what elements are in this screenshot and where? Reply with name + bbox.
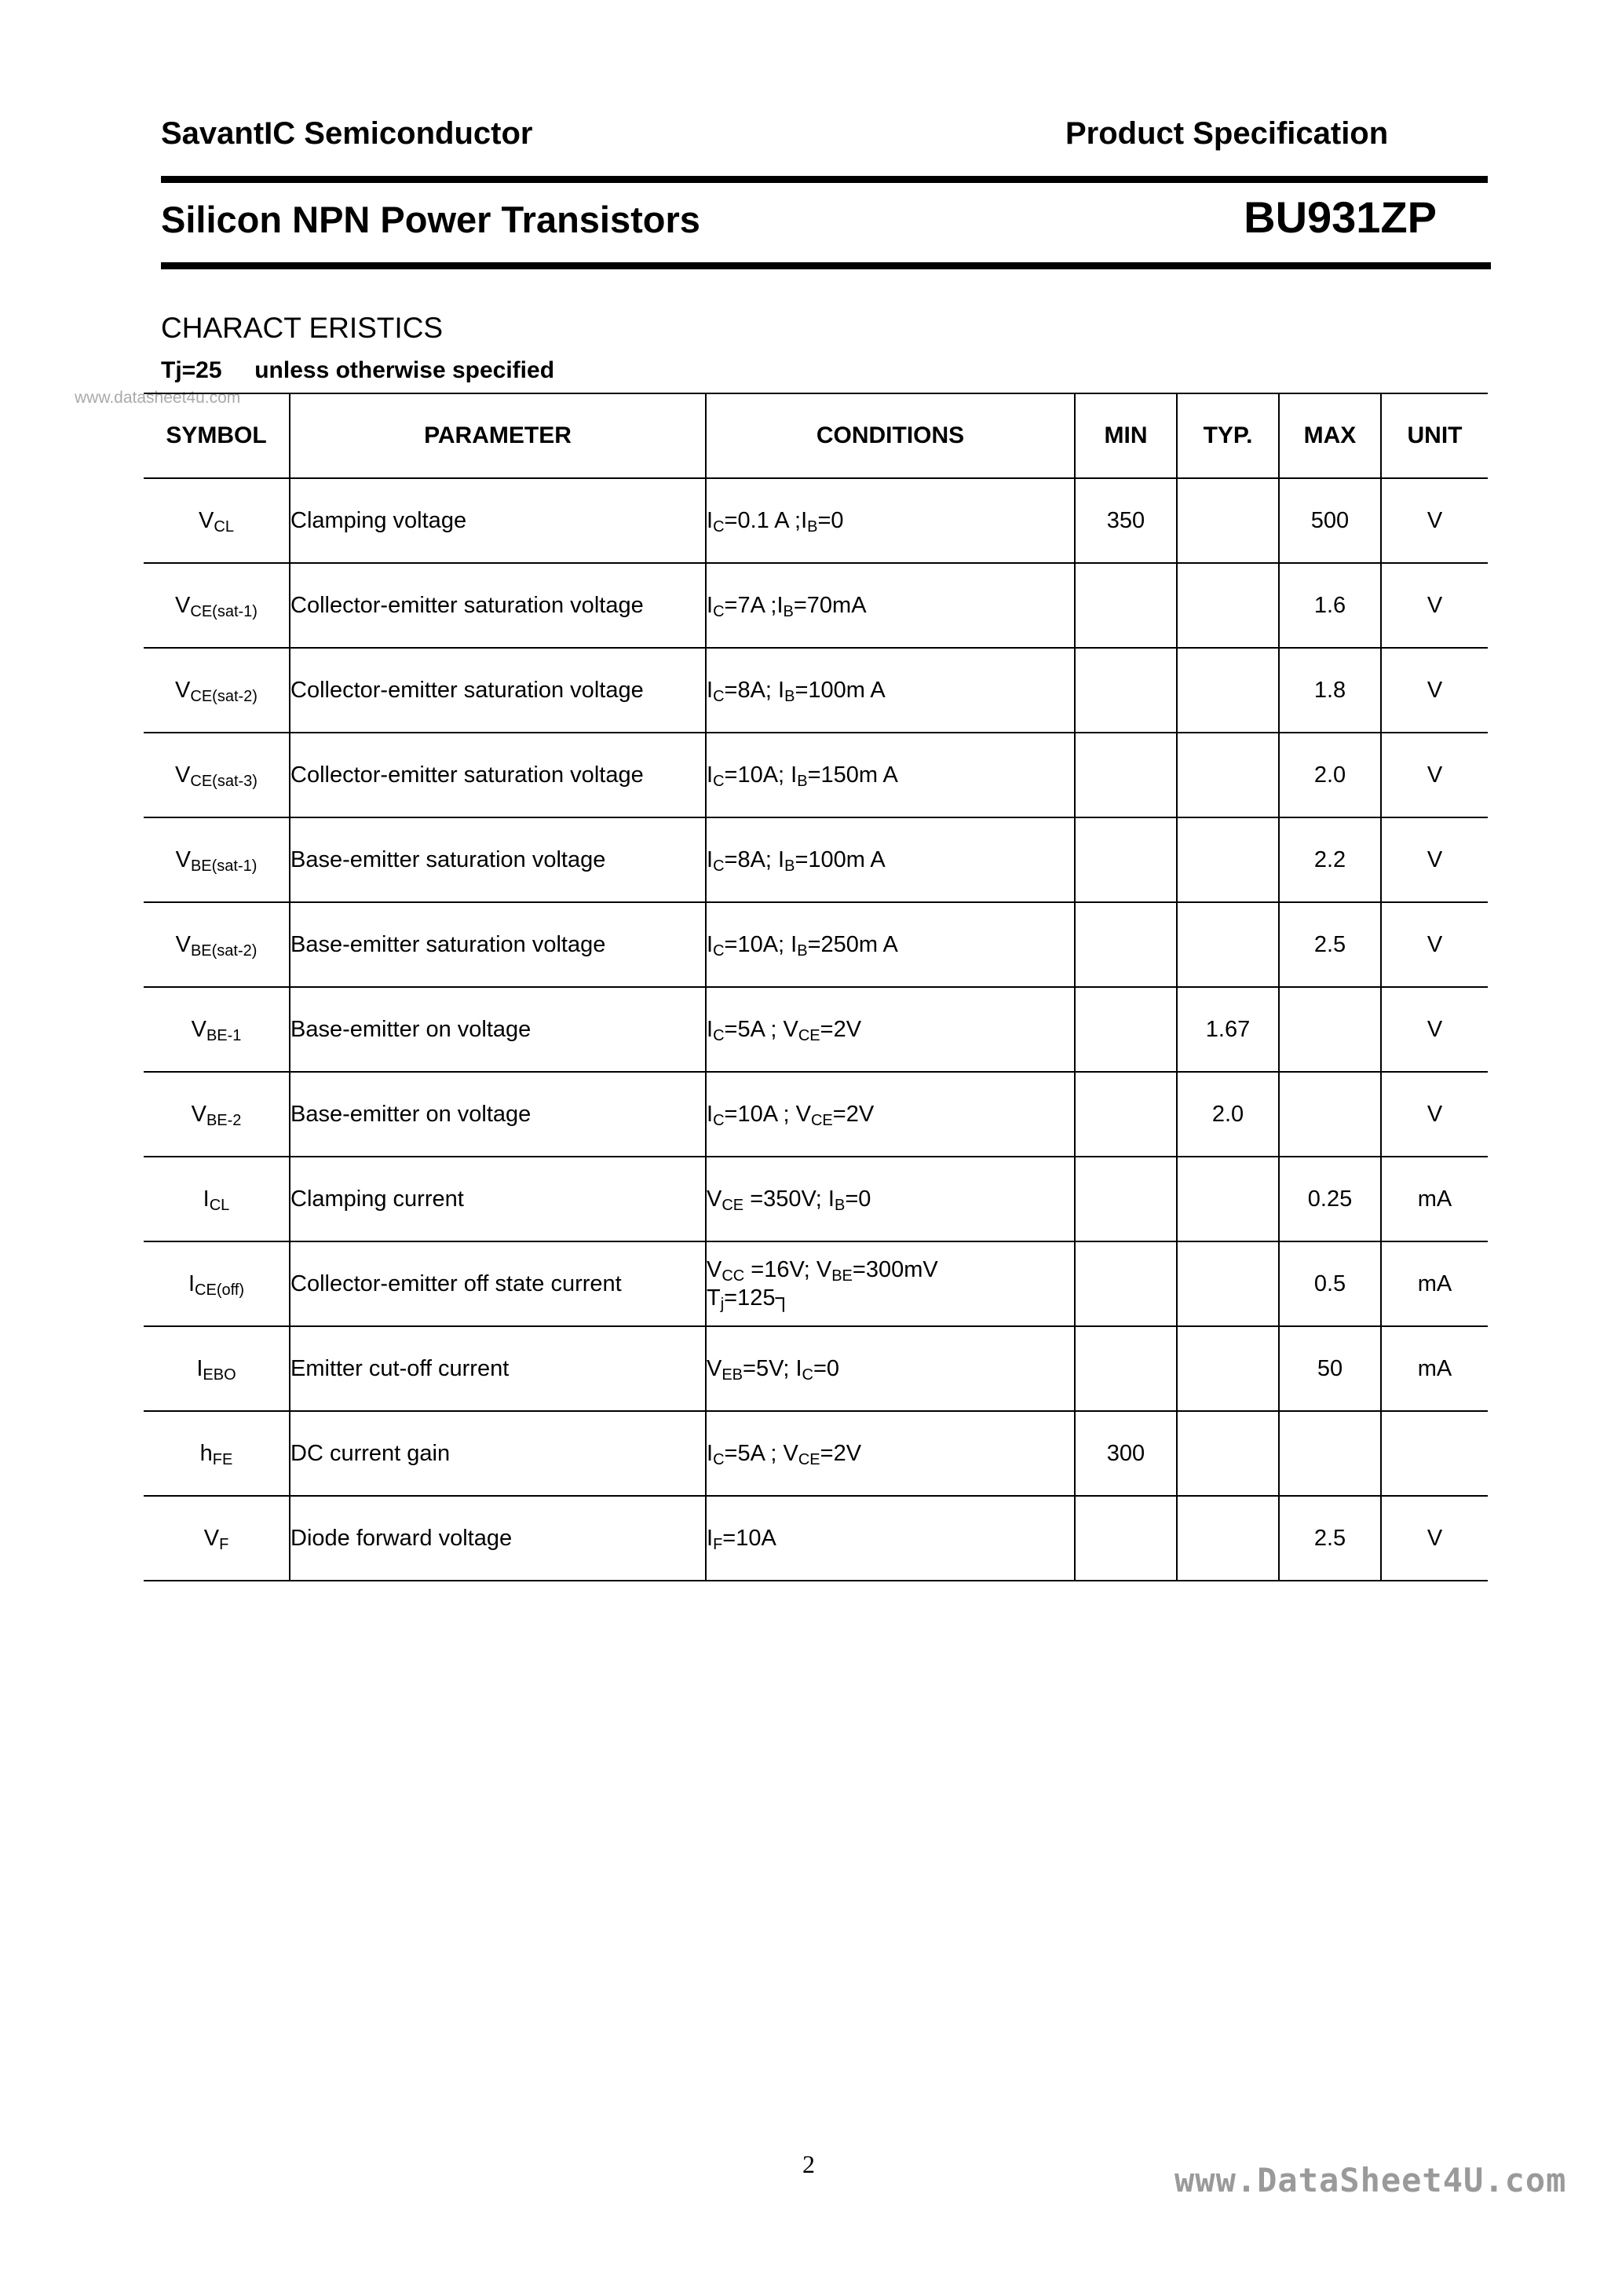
condition-value: =16V; <box>744 1257 816 1282</box>
cell-conditions <box>706 817 1075 902</box>
condition-var: I <box>707 507 714 533</box>
cell-min <box>1075 902 1177 987</box>
header-rule-bottom <box>161 262 1491 269</box>
condition-value: =0 <box>845 1186 871 1212</box>
cell-symbol <box>144 817 290 902</box>
cell-min: 300 <box>1075 1411 1177 1496</box>
table-row <box>144 1496 1488 1581</box>
condition-subscript: B <box>783 602 794 620</box>
cell-conditions <box>706 1072 1075 1157</box>
table-row <box>144 563 1488 648</box>
table-row <box>144 478 1488 563</box>
cell-max <box>1279 987 1381 1072</box>
cell-typ <box>1177 1411 1279 1496</box>
condition-subscript: C <box>713 1026 725 1044</box>
condition-subscript: C <box>713 687 725 705</box>
cell-conditions <box>706 1411 1075 1496</box>
condition-subscript: j <box>720 1296 725 1313</box>
symbol-letter: V <box>175 677 191 703</box>
condition-value: =2V <box>820 1016 862 1042</box>
cell-parameter: Collector-emitter saturation voltage <box>290 733 706 817</box>
cell-typ <box>1177 478 1279 563</box>
characteristics-table <box>144 393 1488 1581</box>
cell-min <box>1075 1241 1177 1326</box>
condition-var: V <box>707 1257 722 1282</box>
cell-parameter: Clamping current <box>290 1157 706 1241</box>
cell-unit: V <box>1381 902 1488 987</box>
condition-var: V <box>795 1101 811 1127</box>
condition-var: T <box>707 1285 721 1311</box>
condition-var: I <box>707 931 714 957</box>
company-name: SavantIC Semiconductor <box>161 116 533 151</box>
symbol-subscript: FE <box>212 1450 233 1468</box>
cell-parameter: Collector-emitter saturation voltage <box>290 563 706 648</box>
cell-unit: mA <box>1381 1241 1488 1326</box>
table-row <box>144 817 1488 902</box>
symbol-subscript: EBO <box>203 1366 236 1384</box>
table-row <box>144 1072 1488 1157</box>
condition-value: =10A <box>722 1525 776 1551</box>
symbol-subscript: CL <box>214 517 234 536</box>
condition-subscript: B <box>784 687 795 705</box>
symbol-letter: V <box>175 931 191 957</box>
cell-conditions <box>706 478 1075 563</box>
condition-var: I <box>791 931 798 957</box>
cell-unit: mA <box>1381 1326 1488 1411</box>
condition-subscript: F <box>713 1535 723 1553</box>
table-row <box>144 733 1488 817</box>
cell-symbol <box>144 1157 290 1241</box>
condition-subscript: CE <box>798 1450 820 1468</box>
cell-typ: 2.0 <box>1177 1072 1279 1157</box>
condition-subscript: B <box>834 1196 846 1214</box>
symbol-subscript: CE(sat-1) <box>190 602 258 620</box>
col-header-unit: UNIT <box>1381 393 1488 478</box>
cell-parameter: Base-emitter on voltage <box>290 987 706 1072</box>
symbol-subscript: BE(sat-1) <box>190 857 258 875</box>
cell-typ <box>1177 902 1279 987</box>
cell-max <box>1279 1072 1381 1157</box>
cell-conditions <box>706 902 1075 987</box>
cell-max: 2.0 <box>1279 733 1381 817</box>
cell-unit: mA <box>1381 1157 1488 1241</box>
symbol-subscript: CE(sat-2) <box>190 687 258 705</box>
condition-value: =5A ; <box>724 1016 784 1042</box>
cell-conditions <box>706 987 1075 1072</box>
cell-max <box>1279 1411 1381 1496</box>
cell-conditions <box>706 733 1075 817</box>
cell-typ <box>1177 648 1279 733</box>
cell-parameter: Emitter cut-off current <box>290 1326 706 1411</box>
cell-max: 500 <box>1279 478 1381 563</box>
cell-parameter: DC current gain <box>290 1411 706 1496</box>
cell-min: 350 <box>1075 478 1177 563</box>
condition-var: I <box>801 507 808 533</box>
cell-symbol <box>144 733 290 817</box>
cell-symbol <box>144 1072 290 1157</box>
condition-var: I <box>707 1440 714 1466</box>
condition-var: V <box>707 1186 722 1212</box>
cell-max: 0.25 <box>1279 1157 1381 1241</box>
table-row <box>144 1241 1488 1326</box>
watermark-small: www.datasheet4u.com <box>75 389 241 407</box>
condition-var: I <box>795 1355 802 1381</box>
condition-var: V <box>816 1257 832 1282</box>
table-row <box>144 987 1488 1072</box>
cell-min <box>1075 1496 1177 1581</box>
symbol-letter: V <box>191 1101 206 1127</box>
cell-unit: V <box>1381 817 1488 902</box>
cell-max: 2.2 <box>1279 817 1381 902</box>
cell-symbol <box>144 1241 290 1326</box>
condition-value: =10A ; <box>724 1101 796 1127</box>
table-row <box>144 1411 1488 1496</box>
condition-value: =10A; <box>724 931 791 957</box>
cell-min <box>1075 1157 1177 1241</box>
cell-symbol <box>144 1411 290 1496</box>
condition-line-2 <box>707 1284 1074 1312</box>
condition-value: =350V; <box>743 1186 828 1212</box>
symbol-subscript: CL <box>209 1196 230 1214</box>
symbol-subscript: BE(sat-2) <box>190 941 258 960</box>
condition-value: =150m A <box>807 762 898 788</box>
condition-subscript: C <box>713 1450 725 1468</box>
condition-value: =70mA <box>793 592 867 618</box>
condition-value: =125┐ <box>724 1285 792 1311</box>
condition-var: I <box>707 1525 714 1551</box>
cell-parameter: Base-emitter on voltage <box>290 1072 706 1157</box>
section-title: CHARACT ERISTICS <box>161 312 444 344</box>
cell-unit: V <box>1381 733 1488 817</box>
condition-subscript: C <box>713 517 725 536</box>
conditions-note: Tj=25 unless otherwise specified <box>161 357 555 383</box>
cell-typ <box>1177 817 1279 902</box>
cell-unit: V <box>1381 478 1488 563</box>
cell-min <box>1075 817 1177 902</box>
page-title: Silicon NPN Power Transistors <box>161 199 700 240</box>
cell-unit <box>1381 1411 1488 1496</box>
condition-subscript: B <box>807 517 818 536</box>
symbol-letter: I <box>188 1270 195 1296</box>
condition-value: =2V <box>820 1440 862 1466</box>
cell-typ <box>1177 1241 1279 1326</box>
cell-parameter: Base-emitter saturation voltage <box>290 902 706 987</box>
cell-min <box>1075 1326 1177 1411</box>
cell-max: 0.5 <box>1279 1241 1381 1326</box>
condition-var: I <box>707 762 714 788</box>
cell-conditions <box>706 648 1075 733</box>
condition-var: I <box>778 677 785 703</box>
symbol-letter: V <box>175 592 191 618</box>
condition-value: =0.1 A ; <box>724 507 802 533</box>
table-row <box>144 648 1488 733</box>
cell-max: 2.5 <box>1279 902 1381 987</box>
cell-min <box>1075 563 1177 648</box>
condition-var: I <box>707 677 714 703</box>
cell-max: 50 <box>1279 1326 1381 1411</box>
cell-max: 2.5 <box>1279 1496 1381 1581</box>
condition-subscript: C <box>713 1111 725 1129</box>
watermark-large: www.DataSheet4U.com <box>1174 2161 1567 2199</box>
cell-typ <box>1177 1326 1279 1411</box>
condition-value: =8A; <box>724 846 779 872</box>
cell-symbol <box>144 987 290 1072</box>
symbol-letter: V <box>191 1016 206 1042</box>
condition-var: V <box>707 1355 722 1381</box>
symbol-letter: V <box>199 507 214 533</box>
condition-subscript: BE <box>831 1267 853 1285</box>
col-header-max: MAX <box>1279 393 1381 478</box>
condition-var: I <box>707 1016 714 1042</box>
symbol-letter: V <box>175 846 191 872</box>
cell-conditions <box>706 1157 1075 1241</box>
condition-value: =100m A <box>795 846 886 872</box>
condition-subscript: C <box>713 772 725 790</box>
cell-typ: 1.67 <box>1177 987 1279 1072</box>
cell-conditions <box>706 1241 1075 1326</box>
condition-subscript: C <box>713 941 725 960</box>
condition-subscript: B <box>797 772 808 790</box>
condition-value: =2V <box>832 1101 875 1127</box>
cell-conditions <box>706 1326 1075 1411</box>
symbol-subscript: BE-2 <box>206 1111 242 1129</box>
condition-var: V <box>783 1016 798 1042</box>
cell-symbol <box>144 563 290 648</box>
cell-symbol <box>144 1326 290 1411</box>
cell-symbol <box>144 1496 290 1581</box>
cell-typ <box>1177 733 1279 817</box>
cell-symbol <box>144 648 290 733</box>
condition-value: =5V; <box>743 1355 796 1381</box>
cell-min <box>1075 1072 1177 1157</box>
condition-var: I <box>827 1186 835 1212</box>
table-row <box>144 902 1488 987</box>
cell-conditions <box>706 563 1075 648</box>
table-row <box>144 1326 1488 1411</box>
cell-min <box>1075 648 1177 733</box>
symbol-letter: I <box>196 1355 203 1381</box>
condition-subscript: B <box>784 857 795 875</box>
part-number: BU931ZP <box>1244 192 1437 242</box>
condition-subscript: C <box>713 602 725 620</box>
cell-unit: V <box>1381 987 1488 1072</box>
condition-var: I <box>778 846 785 872</box>
condition-var: I <box>707 1101 714 1127</box>
cell-parameter: Collector-emitter off state current <box>290 1241 706 1326</box>
table-header-row <box>144 393 1488 478</box>
cell-symbol <box>144 902 290 987</box>
cell-conditions <box>706 1496 1075 1581</box>
cell-min <box>1075 987 1177 1072</box>
condition-subscript: C <box>802 1366 813 1384</box>
col-header-typ: TYP. <box>1177 393 1279 478</box>
condition-var: I <box>707 846 714 872</box>
condition-var: I <box>707 592 714 618</box>
symbol-subscript: F <box>219 1535 229 1553</box>
condition-value: =8A; <box>724 677 779 703</box>
condition-subscript: CE <box>721 1196 744 1214</box>
cell-unit: V <box>1381 1072 1488 1157</box>
page-number: 2 <box>802 2150 815 2178</box>
symbol-letter: h <box>199 1440 213 1466</box>
table-row <box>144 1157 1488 1241</box>
condition-subscript: CE <box>810 1111 833 1129</box>
cell-symbol <box>144 478 290 563</box>
condition-value: =300mV <box>852 1257 938 1282</box>
symbol-letter: I <box>203 1186 210 1212</box>
symbol-subscript: CE(off) <box>195 1281 245 1299</box>
cell-typ <box>1177 563 1279 648</box>
cell-unit: V <box>1381 648 1488 733</box>
condition-value: =0 <box>813 1355 840 1381</box>
condition-var: I <box>776 592 784 618</box>
condition-var: V <box>783 1440 798 1466</box>
condition-subscript: CE <box>798 1026 820 1044</box>
cell-min <box>1075 733 1177 817</box>
cell-max: 1.6 <box>1279 563 1381 648</box>
condition-subscript: EB <box>721 1366 743 1384</box>
symbol-letter: V <box>203 1525 220 1551</box>
condition-value: =5A ; <box>724 1440 784 1466</box>
cell-unit: V <box>1381 1496 1488 1581</box>
col-header-symbol: SYMBOL <box>144 393 290 478</box>
symbol-subscript: BE-1 <box>206 1026 242 1044</box>
condition-subscript: B <box>797 941 808 960</box>
header-rule-top <box>161 176 1488 183</box>
document-type: Product Specification <box>1065 116 1389 151</box>
cell-unit: V <box>1381 563 1488 648</box>
condition-var: I <box>791 762 798 788</box>
condition-value: =7A ; <box>724 592 777 618</box>
condition-subscript: CC <box>721 1267 745 1285</box>
cell-parameter: Collector-emitter saturation voltage <box>290 648 706 733</box>
col-header-parameter: PARAMETER <box>290 393 706 478</box>
cell-parameter: Clamping voltage <box>290 478 706 563</box>
condition-value: =0 <box>817 507 844 533</box>
cell-parameter: Diode forward voltage <box>290 1496 706 1581</box>
symbol-subscript: CE(sat-3) <box>190 772 258 790</box>
condition-subscript: C <box>713 857 725 875</box>
condition-value: =10A; <box>724 762 791 788</box>
cell-max: 1.8 <box>1279 648 1381 733</box>
cell-parameter: Base-emitter saturation voltage <box>290 817 706 902</box>
condition-value: =250m A <box>807 931 898 957</box>
condition-value: =100m A <box>795 677 886 703</box>
cell-typ <box>1177 1496 1279 1581</box>
cell-typ <box>1177 1157 1279 1241</box>
col-header-conditions: CONDITIONS <box>706 393 1075 478</box>
symbol-letter: V <box>175 762 191 788</box>
condition-line-1 <box>707 1256 1074 1284</box>
col-header-min: MIN <box>1075 393 1177 478</box>
